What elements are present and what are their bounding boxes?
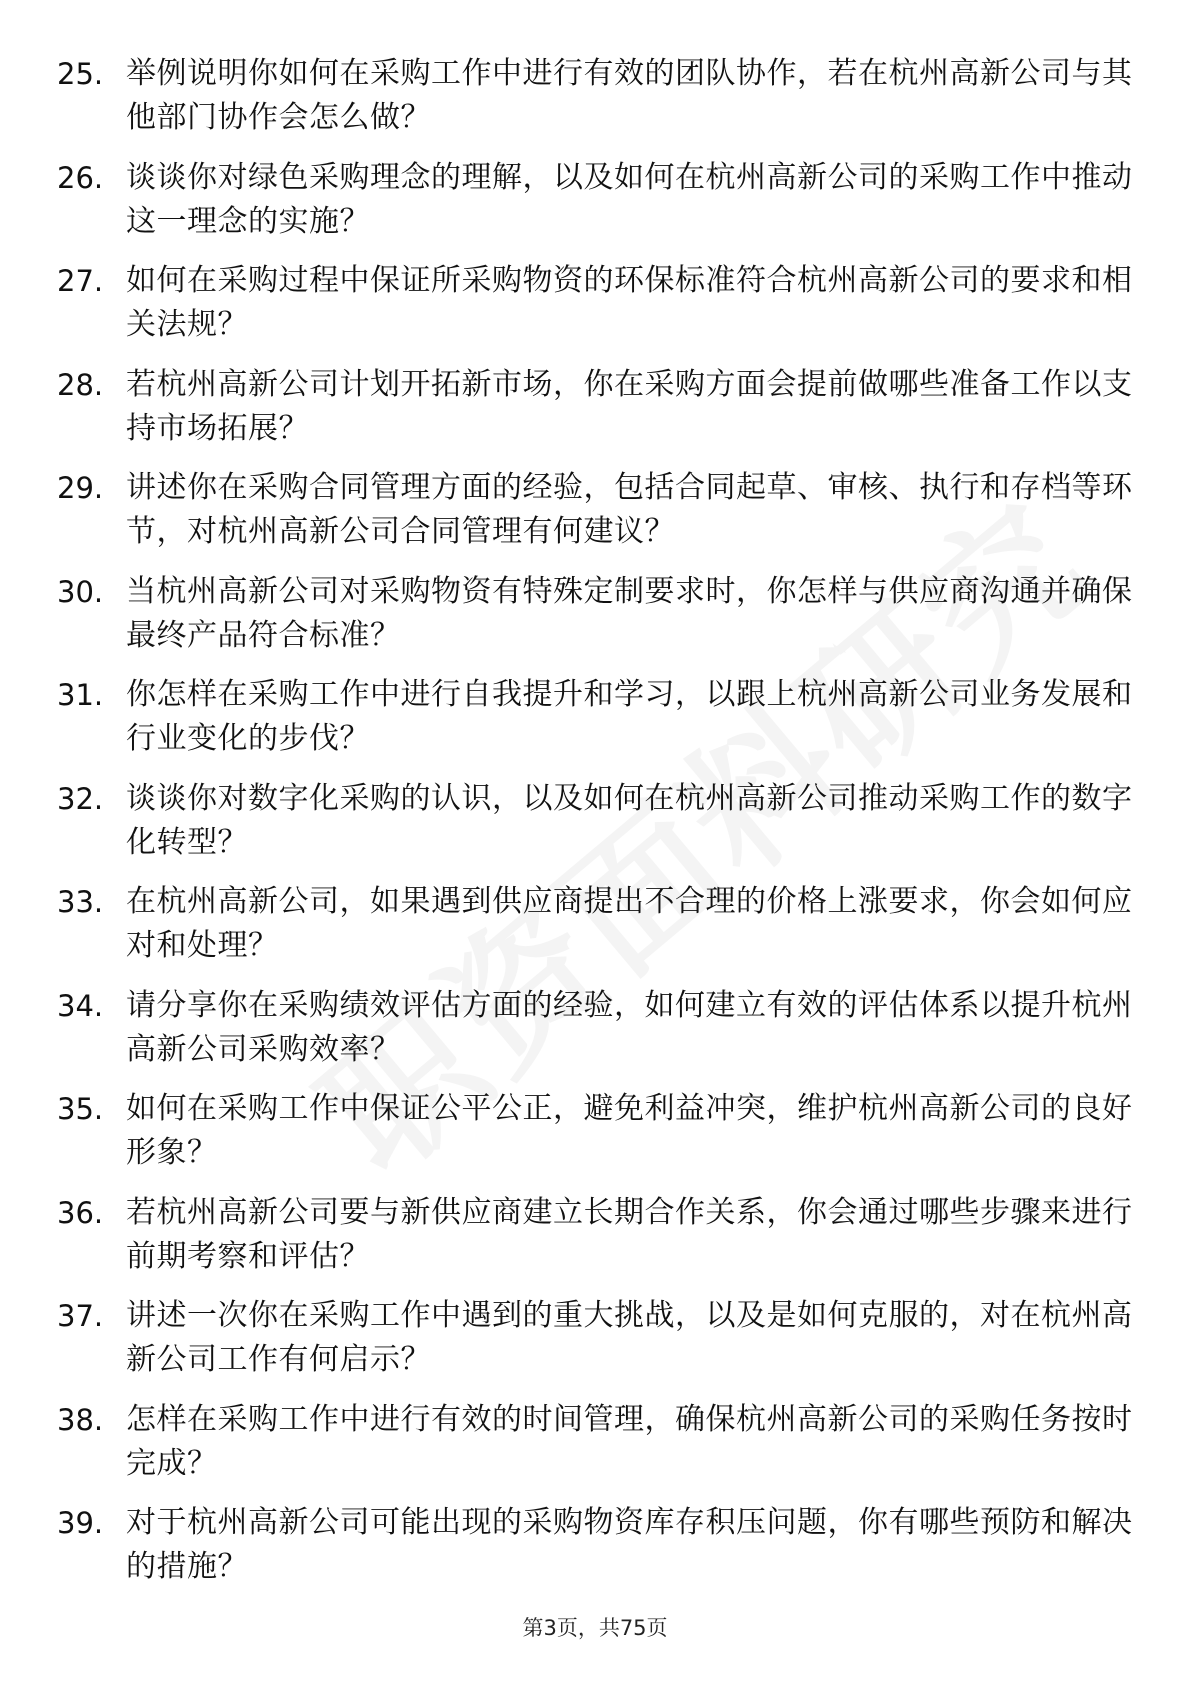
question-item <box>57 363 1147 467</box>
question-text: 怎样在采购工作中进行有效的时间管理，确保杭州高新公司的采购任务按时完成？ <box>126 1401 1133 1481</box>
question-item <box>57 1087 1147 1191</box>
question-text: 讲述你在采购合同管理方面的经验，包括合同起草、审核、执行和存档等环节，对杭州高新公司合同管理有何建议？ <box>126 470 1133 549</box>
question-number: 25. <box>57 57 104 91</box>
question-list <box>57 52 1147 1605</box>
question-text: 当杭州高新公司对采购物资有特殊定制要求时，你怎样与供应商沟通并确保最终产品符合标准？ <box>126 573 1133 653</box>
question-number: 35. <box>57 1092 104 1126</box>
question-number: 34. <box>57 988 104 1023</box>
question-item <box>57 466 1147 570</box>
question-number: 36. <box>57 1195 104 1230</box>
question-number: 29. <box>57 471 104 505</box>
question-text: 若杭州高新公司计划开拓新市场，你在采购方面会提前做哪些准备工作以支持市场拓展？ <box>126 366 1133 446</box>
question-number: 28. <box>57 367 104 402</box>
question-text: 讲述一次你在采购工作中遇到的重大挑战，以及是如何克服的，对在杭州高新公司工作有何启示？ <box>126 1298 1133 1377</box>
question-number: 31. <box>57 678 104 712</box>
question-item <box>57 673 1147 777</box>
question-text: 如何在采购过程中保证所采购物资的环保标准符合杭州高新公司的要求和相关法规？ <box>126 263 1133 342</box>
question-item <box>57 156 1147 260</box>
question-item <box>57 52 1147 156</box>
question-item <box>57 880 1147 984</box>
question-text: 谈谈你对绿色采购理念的理解，以及如何在杭州高新公司的采购工作中推动这一理念的实施？ <box>126 159 1133 239</box>
question-item <box>57 1191 1147 1295</box>
page-footer: 第3页，共75页 <box>522 1616 668 1640</box>
question-item <box>57 1398 1147 1502</box>
question-number: 39. <box>57 1506 104 1540</box>
question-text: 如何在采购工作中保证公平公正，避免利益冲突，维护杭州高新公司的良好形象？ <box>126 1091 1133 1170</box>
question-item <box>57 1501 1147 1605</box>
question-text: 在杭州高新公司，如果遇到供应商提出不合理的价格上涨要求，你会如何应对和处理？ <box>126 884 1133 963</box>
question-text: 请分享你在采购绩效评估方面的经验，如何建立有效的评估体系以提升杭州高新公司采购效率？ <box>126 987 1133 1067</box>
question-text: 谈谈你对数字化采购的认识，以及如何在杭州高新公司推动采购工作的数字化转型？ <box>126 780 1133 860</box>
question-number: 26. <box>57 160 104 195</box>
question-number: 33. <box>57 885 104 919</box>
question-number: 30. <box>57 574 104 609</box>
question-item <box>57 984 1147 1088</box>
question-text: 对于杭州高新公司可能出现的采购物资库存积压问题，你有哪些预防和解决的措施？ <box>126 1505 1133 1584</box>
question-text: 你怎样在采购工作中进行自我提升和学习，以跟上杭州高新公司业务发展和行业变化的步伐？ <box>126 677 1133 756</box>
question-number: 27. <box>57 264 104 298</box>
question-item <box>57 1294 1147 1398</box>
question-item <box>57 777 1147 881</box>
question-item <box>57 259 1147 363</box>
question-number: 38. <box>57 1402 104 1437</box>
question-number: 32. <box>57 781 104 816</box>
question-item <box>57 570 1147 674</box>
question-text: 举例说明你如何在采购工作中进行有效的团队协作，若在杭州高新公司与其他部门协作会怎么做？ <box>126 56 1133 135</box>
question-number: 37. <box>57 1299 104 1333</box>
question-text: 若杭州高新公司要与新供应商建立长期合作关系，你会通过哪些步骤来进行前期考察和评估？ <box>126 1194 1133 1274</box>
